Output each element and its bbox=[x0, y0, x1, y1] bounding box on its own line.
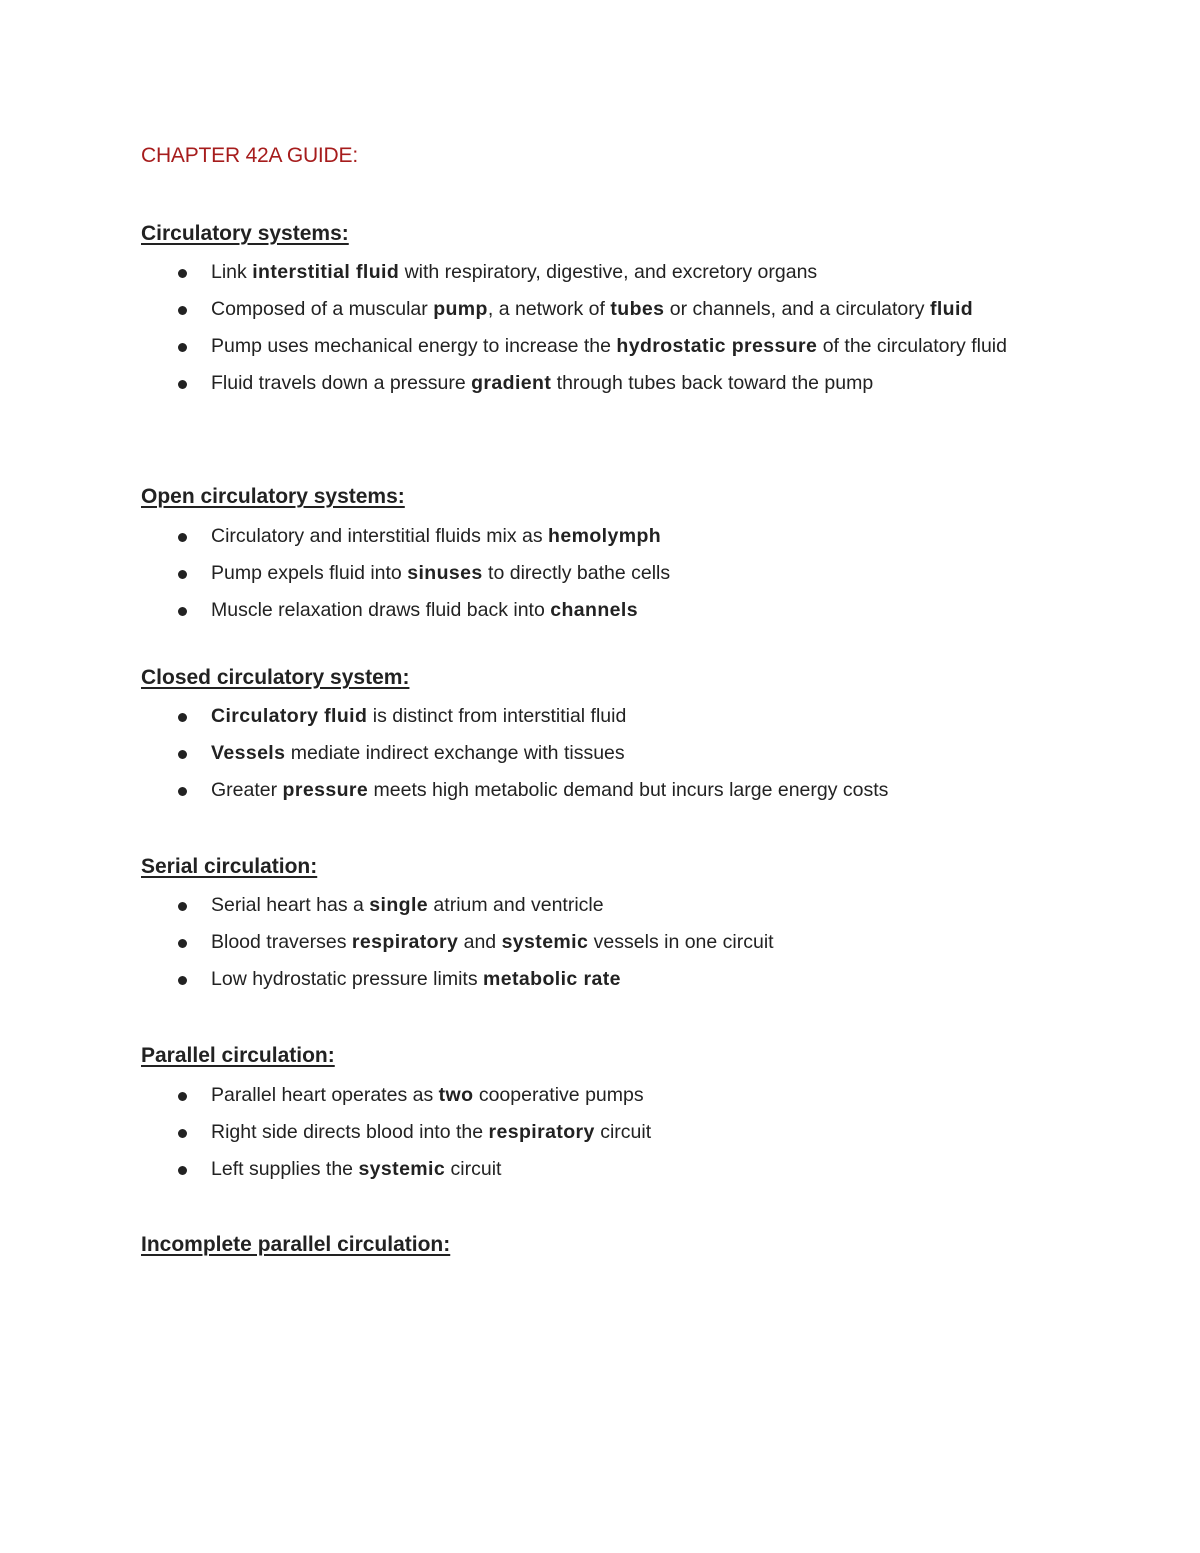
list-item bbox=[141, 887, 1061, 924]
text-segment: Fluid travels down a pressure bbox=[211, 372, 472, 394]
bold-term: metabolic rate bbox=[483, 968, 621, 990]
text-segment: vessels in one circuit bbox=[588, 931, 774, 953]
bold-term: systemic bbox=[358, 1158, 446, 1180]
bullet-list bbox=[141, 1077, 1061, 1188]
text-segment: Pump expels fluid into bbox=[211, 562, 408, 584]
text-segment: mediate indirect exchange with tissues bbox=[285, 742, 625, 764]
bold-term: single bbox=[369, 894, 429, 916]
section-heading: Closed circulatory system: bbox=[141, 666, 410, 689]
list-item bbox=[141, 772, 1061, 809]
section-heading: Parallel circulation: bbox=[141, 1044, 335, 1067]
text-segment: of the circulatory fluid bbox=[817, 335, 1007, 357]
list-item bbox=[141, 254, 1061, 291]
bullet-dot-icon bbox=[178, 939, 187, 948]
bold-term: sinuses bbox=[407, 562, 483, 584]
text-segment: Serial heart has a bbox=[211, 894, 370, 916]
bullet-dot-icon bbox=[178, 607, 187, 616]
text-segment: cooperative pumps bbox=[473, 1084, 644, 1106]
text-segment: Right side directs blood into the bbox=[211, 1121, 489, 1143]
list-item bbox=[141, 518, 1061, 555]
text-segment: with respiratory, digestive, and excretory organs bbox=[399, 261, 818, 283]
bold-term: hemolymph bbox=[548, 525, 662, 547]
bold-term: Circulatory fluid bbox=[211, 705, 368, 727]
bullet-dot-icon bbox=[178, 306, 187, 315]
bold-term: tubes bbox=[610, 298, 665, 320]
text-segment: , a network of bbox=[487, 298, 611, 320]
bullet-dot-icon bbox=[178, 976, 187, 985]
list-item bbox=[141, 961, 1061, 998]
section-heading: Serial circulation: bbox=[141, 855, 318, 878]
list-item bbox=[141, 698, 1061, 735]
bold-term: systemic bbox=[501, 931, 589, 953]
bullet-dot-icon bbox=[178, 343, 187, 352]
bold-term: fluid bbox=[929, 298, 974, 320]
bullet-dot-icon bbox=[178, 1129, 187, 1138]
list-item bbox=[141, 1114, 1061, 1151]
text-segment: meets high metabolic demand but incurs large energy costs bbox=[368, 779, 889, 801]
text-segment: Muscle relaxation draws fluid back into bbox=[211, 599, 551, 621]
bullet-dot-icon bbox=[178, 570, 187, 579]
bullet-list bbox=[141, 518, 1061, 629]
bold-term: hydrostatic pressure bbox=[616, 335, 818, 357]
bold-term: Vessels bbox=[211, 742, 286, 764]
text-segment: to directly bathe cells bbox=[482, 562, 671, 584]
bold-term: pump bbox=[433, 298, 488, 320]
list-item bbox=[141, 1151, 1061, 1188]
list-item bbox=[141, 924, 1061, 961]
list-item bbox=[141, 365, 1061, 402]
bold-term: pressure bbox=[282, 779, 369, 801]
text-segment: Pump uses mechanical energy to increase the bbox=[211, 335, 617, 357]
list-item bbox=[141, 1077, 1061, 1114]
section-heading: Circulatory systems: bbox=[141, 222, 349, 245]
list-item bbox=[141, 735, 1061, 772]
text-segment: circuit bbox=[594, 1121, 652, 1143]
bullet-dot-icon bbox=[178, 902, 187, 911]
section-heading: Open circulatory systems: bbox=[141, 485, 405, 508]
bold-term: channels bbox=[550, 599, 638, 621]
section-heading: Incomplete parallel circulation: bbox=[141, 1233, 451, 1256]
list-item bbox=[141, 291, 1061, 328]
text-segment: or channels, and a circulatory bbox=[664, 298, 930, 320]
bold-term: two bbox=[438, 1084, 474, 1106]
bold-term: interstitial fluid bbox=[252, 261, 400, 283]
bullet-dot-icon bbox=[178, 1092, 187, 1101]
bullet-dot-icon bbox=[178, 380, 187, 389]
text-segment: circuit bbox=[445, 1158, 502, 1180]
text-segment: Parallel heart operates as bbox=[211, 1084, 439, 1106]
document-title: CHAPTER 42A GUIDE: bbox=[141, 144, 358, 167]
bullet-dot-icon bbox=[178, 713, 187, 722]
text-segment: Link bbox=[211, 261, 253, 283]
text-segment: Circulatory and interstitial fluids mix as bbox=[211, 525, 549, 547]
text-segment: Composed of a muscular bbox=[211, 298, 434, 320]
text-segment: atrium and ventricle bbox=[428, 894, 604, 916]
list-item bbox=[141, 328, 1061, 365]
bold-term: respiratory bbox=[351, 931, 459, 953]
bullet-list bbox=[141, 887, 1061, 998]
text-segment: Greater bbox=[211, 779, 283, 801]
bold-term: gradient bbox=[471, 372, 552, 394]
bullet-dot-icon bbox=[178, 533, 187, 542]
text-segment: Left supplies the bbox=[211, 1158, 359, 1180]
bullet-dot-icon bbox=[178, 750, 187, 759]
list-item bbox=[141, 592, 1061, 629]
bullet-dot-icon bbox=[178, 1166, 187, 1175]
bullet-dot-icon bbox=[178, 269, 187, 278]
bullet-dot-icon bbox=[178, 787, 187, 796]
text-segment: through tubes back toward the pump bbox=[551, 372, 874, 394]
bullet-list bbox=[141, 698, 1061, 809]
list-item bbox=[141, 555, 1061, 592]
text-segment: and bbox=[458, 931, 502, 953]
bold-term: respiratory bbox=[488, 1121, 595, 1143]
text-segment: is distinct from interstitial fluid bbox=[367, 705, 627, 727]
text-segment: Low hydrostatic pressure limits bbox=[211, 968, 484, 990]
bullet-list bbox=[141, 254, 1061, 402]
text-segment: Blood traverses bbox=[211, 931, 352, 953]
